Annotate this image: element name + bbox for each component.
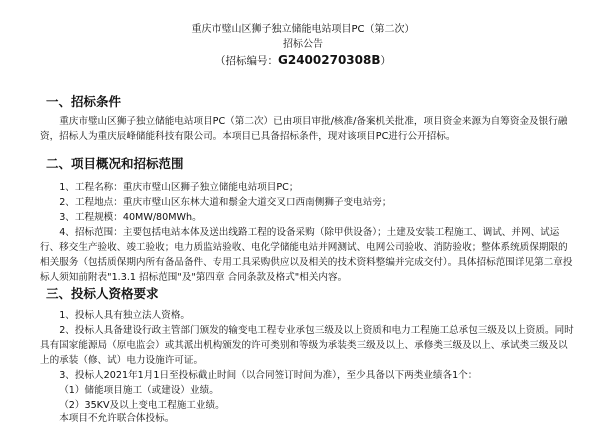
list-item: 3、投标人2021年1月1日至投标截止时间（以合同签订时间为准），至少具备以下两类业绩各1个： [59,370,478,381]
list-item: 2、工程地点：重庆市璧山区东林大道和鬃金大道交叉口西南侧狮子变电站旁； [59,197,392,208]
tender-code-suffix: ） [380,55,391,67]
tender-code-prefix: （招标编号： [215,55,278,67]
list-item: （1）储能项目施工（或建设）业绩。 [59,385,219,396]
section-text-tender-conditions: 重庆市璧山区狮子独立储能电站项目PC（第二次）已由项目审批/核准/备案机关批准，项目资金来源为自筹资金及银行融资，招标人为重庆辰峰储能科技有限公司。本项目已具备招标条件，现对该项目PC进行公开招标。 [40,116,568,142]
list-item: （2）35KV及以上变电工程施工业绩。 [59,400,225,411]
tender-code-value: G2400270308B [278,53,381,67]
section-heading-bidder-qualification: 三、投标人资格要求 [46,286,159,301]
list-item: 1、工程名称：重庆市璧山区狮子独立储能电站项目PC； [59,182,299,193]
list-item: 3、工程规模：40MW/80MWh。 [59,212,202,223]
section-heading-project-overview: 二、项目概况和招标范围 [46,156,184,171]
list-item: 1、投标人具有独立法人资格。 [59,310,191,321]
section-heading-tender-conditions: 一、招标条件 [46,94,122,109]
list-item: 4、招标范围：主要包括电站本体及送出线路工程的设备采购（除甲供设备）；土建及安装工程施工、调试、并网、试运行、移交生产验收、竣工验收；电力质监站验收、电化学储能电站并网测试、电网公司验收、消防验收；整体系统质保期限的相关服务（包括质保期内所有备品备件、专用工具采购供应以及相关的技术资料整编并完成交付）。具体招标范围详见第二章投标人须知前附表"1.3.1 招标范围"及"第四章 合同条款及格式"相关内容。 [40,227,573,283]
list-item: 2、投标人具备建设行政主管部门颁发的输变电工程专业承包三级及以上资质和电力工程施工总承包三级及以上资质。同时具有国家能源局（原电监会）或其派出机构颁发的许可类别和等级为承装类三级及以上、承修类三级及以上、承试类三级及以上的承装（修、试）电力设施许可证。 [40,325,574,366]
list-item: 本项目不允许联合体投标。 [59,413,175,424]
document-title: 重庆市璧山区狮子独立储能电站项目PC（第二次） [191,24,415,35]
document-subtitle: 招标公告 [283,39,323,50]
tender-code [0,52,606,69]
document-header [0,0,606,69]
